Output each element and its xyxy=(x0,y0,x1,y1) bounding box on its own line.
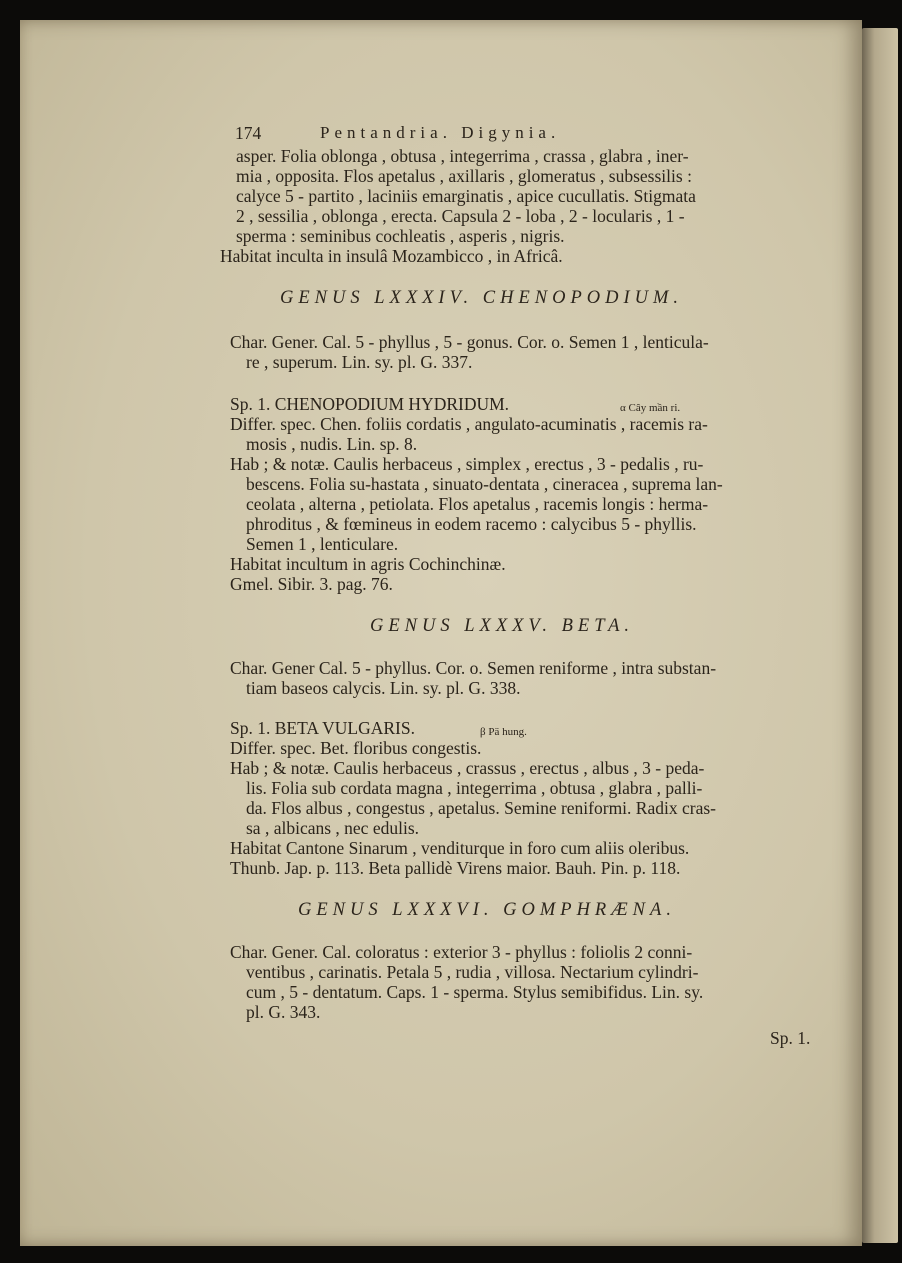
text-line: Semen 1 , lenticulare. xyxy=(246,534,399,554)
page-number: 174 xyxy=(235,123,262,143)
marginal-note: α Cây mần ri. xyxy=(620,402,681,414)
text-line: tiam baseos calycis. Lin. sy. pl. G. 338. xyxy=(246,678,521,698)
text-line: asper. Folia oblonga , obtusa , integerrima , crassa , glabra , iner- xyxy=(236,146,689,166)
text-line: Hab ; & notæ. Caulis herbaceus , crassus , erectus , albus , 3 - peda- xyxy=(230,758,705,778)
text-line: Differ. spec. Bet. floribus congestis. xyxy=(230,738,482,758)
marginal-note: β Pä hung. xyxy=(480,726,527,738)
text-line: sa , albicans , nec edulis. xyxy=(246,818,420,838)
text-line: ventibus , carinatis. Petala 5 , rudia , villosa. Nectarium cylindri- xyxy=(246,962,699,982)
text-line: Hab ; & notæ. Caulis herbaceus , simplex , erectus , 3 - pedalis , ru- xyxy=(230,454,704,474)
text-line: calyce 5 - partito , laciniis emarginatis , apice cucullatis. Stigmata xyxy=(236,186,696,206)
catchword: Sp. 1. xyxy=(770,1028,811,1048)
text-line: mia , opposita. Flos apetalus , axillaris , glomeratus , subsessilis : xyxy=(236,166,692,186)
genus-heading: GENUS LXXXV. BETA. xyxy=(370,616,635,636)
text-line: lis. Folia sub cordata magna , integerrima , obtusa , glabra , palli- xyxy=(246,778,703,798)
text-line: pl. G. 343. xyxy=(246,1002,321,1022)
text-line: Thunb. Jap. p. 113. Beta pallidè Virens maior. Bauh. Pin. p. 118. xyxy=(230,858,681,878)
text-line: Habitat incultum in agris Cochinchinæ. xyxy=(230,554,506,574)
text-line: bescens. Folia su-hastata , sinuato-dentata , cineracea , suprema lan- xyxy=(246,474,723,494)
text-line: Char. Gener. Cal. coloratus : exterior 3 - phyllus : foliolis 2 conni- xyxy=(230,942,693,962)
genus-heading: GENUS LXXXVI. GOMPHRÆNA. xyxy=(298,900,676,920)
text-line: Habitat Cantone Sinarum , venditurque in foro cum aliis oleribus. xyxy=(230,838,690,858)
species-heading: Sp. 1. CHENOPODIUM HYDRIDUM. xyxy=(230,394,510,414)
text-line: Gmel. Sibir. 3. pag. 76. xyxy=(230,574,393,594)
text-line: Char. Gener. Cal. 5 - phyllus , 5 - gonus. Cor. o. Semen 1 , lenticula- xyxy=(230,332,709,352)
text-line: sperma : seminibus cochleatis , asperis , nigris. xyxy=(236,226,565,246)
text-line: 2 , sessilia , oblonga , erecta. Capsula 2 - loba , 2 - locularis , 1 - xyxy=(236,206,685,226)
genus-heading: GENUS LXXXIV. CHENOPODIUM. xyxy=(280,288,684,308)
facing-page-edge xyxy=(862,28,898,1243)
species-heading: Sp. 1. BETA VULGARIS. xyxy=(230,718,415,738)
running-head: Pentandria. Digynia. xyxy=(320,123,561,142)
text-line: phroditus , & fœmineus in eodem racemo : calycibus 5 - phyllis. xyxy=(246,514,697,534)
text-line: ceolata , alterna , petiolata. Flos apetalus , racemis longis : herma- xyxy=(246,494,709,514)
book-page xyxy=(20,20,862,1246)
text-line: mosis , nudis. Lin. sp. 8. xyxy=(246,434,418,454)
text-line: Habitat inculta in insulâ Mozambicco , in Africâ. xyxy=(220,246,563,266)
text-line: Differ. spec. Chen. foliis cordatis , angulato-acuminatis , racemis ra- xyxy=(230,414,708,434)
text-line: cum , 5 - dentatum. Caps. 1 - sperma. Stylus semibifidus. Lin. sy. xyxy=(246,982,704,1002)
text-line: re , superum. Lin. sy. pl. G. 337. xyxy=(246,352,473,372)
text-line: Char. Gener Cal. 5 - phyllus. Cor. o. Semen reniforme , intra substan- xyxy=(230,658,717,678)
text-line: da. Flos albus , congestus , apetalus. Semine reniformi. Radix cras- xyxy=(246,798,716,818)
